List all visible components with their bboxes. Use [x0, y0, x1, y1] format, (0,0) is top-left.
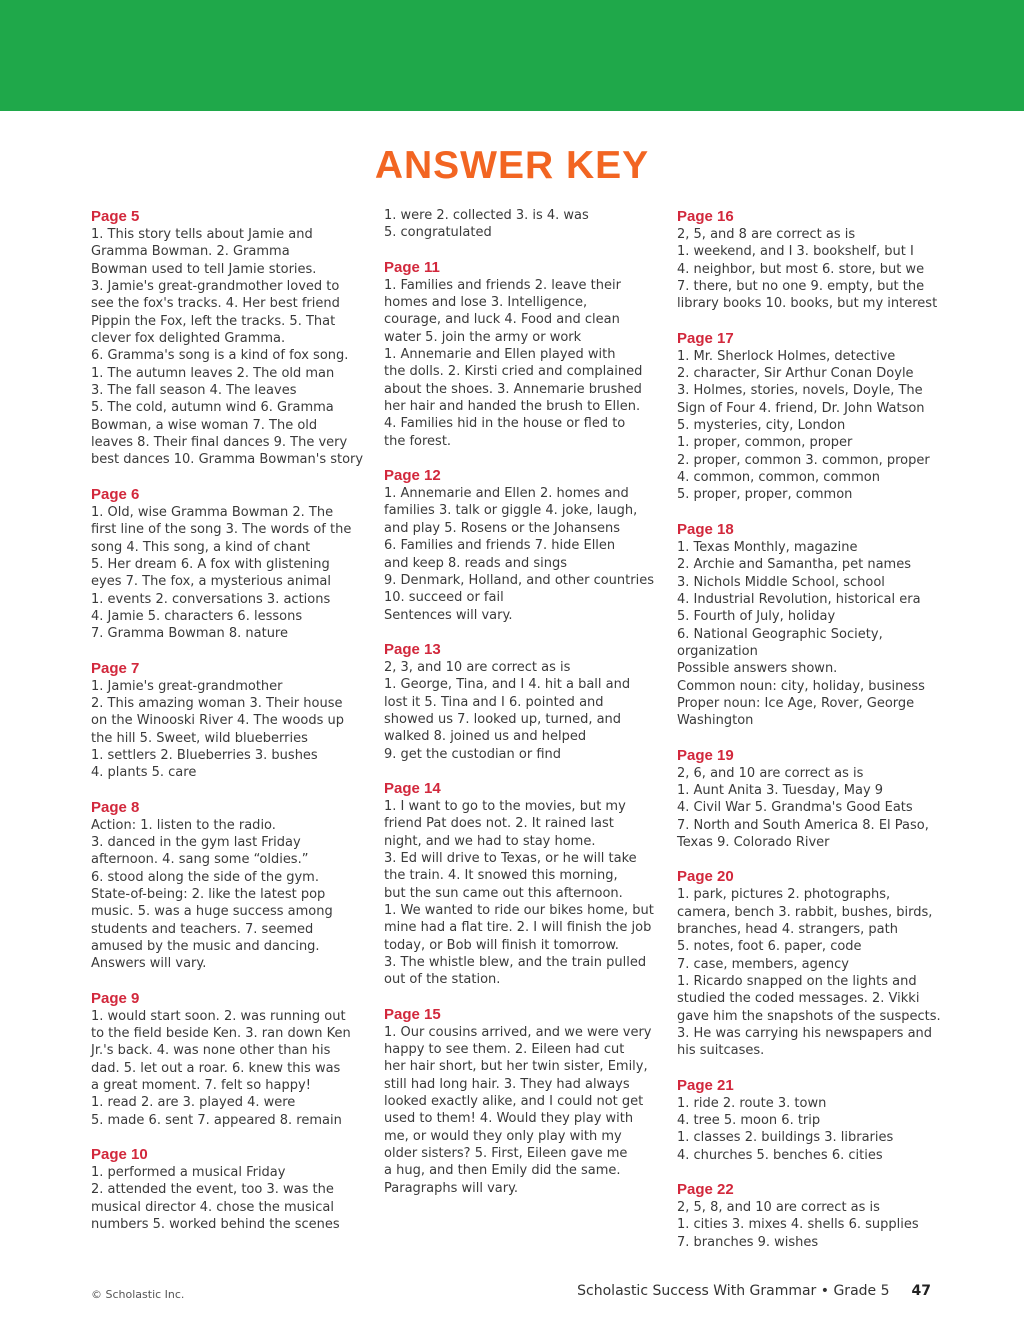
answer-column-2	[384, 207, 664, 1213]
answer-line: about the shoes. 3. Annemarie brushed	[384, 381, 642, 397]
answer-line: 7. case, members, agency	[677, 956, 849, 972]
answer-line: musical director 4. chose the musical	[91, 1199, 335, 1215]
answer-line: 1. cities 3. mixes 4. shells 6. supplies	[677, 1217, 919, 1233]
section-page-heading: Page 20	[677, 868, 734, 886]
answer-section	[91, 659, 371, 782]
answer-line: 4. Jamie 5. characters 6. lessons	[91, 608, 303, 624]
answer-line: 5. The cold, autumn wind 6. Gramma	[91, 400, 334, 416]
answer-line: 3. Ed will drive to Texas, or he will take	[384, 850, 637, 866]
answer-line: 7. North and South America 8. El Paso,	[677, 817, 929, 833]
section-page-heading: Page 9	[91, 989, 140, 1007]
answer-line: 7. there, but no one 9. empty, but the	[677, 279, 925, 295]
answer-line: to the field beside Ken. 3. ran down Ken	[91, 1026, 351, 1042]
answer-line: families 3. talk or giggle 4. joke, laugh,	[384, 503, 638, 519]
answer-line: 5. proper, proper, common	[677, 487, 853, 503]
answer-line: homes and lose 3. Intelligence,	[384, 295, 588, 311]
footer-book-info	[577, 1283, 931, 1299]
answer-line: Bowman used to tell Jamie stories.	[91, 261, 317, 277]
answer-line: 1. park, pictures 2. photographs,	[677, 887, 891, 903]
answer-line: 1. Mr. Sherlock Holmes, detective	[677, 348, 896, 364]
answer-line: the dolls. 2. Kirsti cried and complained	[384, 364, 643, 380]
answer-line: 2, 3, and 10 are correct as is	[384, 659, 571, 675]
answer-line: 3. Jamie's great-grandmother loved to	[91, 279, 340, 295]
section-page-heading: Page 22	[677, 1181, 734, 1199]
answer-line: afternoon. 4. sang some “oldies.”	[91, 852, 309, 868]
answer-line: 4. Industrial Revolution, historical era	[677, 591, 921, 607]
answer-line: studied the coded messages. 2. Vikki	[677, 991, 920, 1007]
section-page-heading: Page 11	[384, 258, 440, 276]
answer-section	[91, 798, 371, 973]
answer-line: Jr.'s back. 4. was none other than his	[91, 1043, 331, 1059]
answer-line: 3. The whistle blew, and the train pulled	[384, 955, 647, 971]
answer-line: Bowman, a wise woman 7. The old	[91, 417, 318, 433]
answer-line: 1. The autumn leaves 2. The old man	[91, 365, 335, 381]
answer-line: the forest.	[384, 433, 452, 449]
answer-line: best dances 10. Gramma Bowman's story	[91, 452, 364, 468]
answer-line: 6. National Geographic Society,	[677, 626, 883, 642]
answer-line: Action: 1. listen to the radio.	[91, 817, 276, 833]
answer-section	[91, 1145, 371, 1233]
answer-line: a great moment. 7. felt so happy!	[91, 1078, 311, 1094]
answer-line: camera, bench 3. rabbit, bushes, birds,	[677, 904, 933, 920]
answer-line: Sentences will vary.	[384, 607, 513, 623]
book-title: Scholastic Success With Grammar • Grade 5	[577, 1283, 890, 1299]
answer-line: courage, and luck 4. Food and clean	[384, 312, 620, 328]
answer-section	[384, 207, 664, 242]
answer-line: still had long hair. 3. They had always	[384, 1076, 630, 1092]
top-banner	[0, 0, 1024, 111]
answer-line: 4. churches 5. benches 6. cities	[677, 1147, 883, 1163]
answer-line: 1. classes 2. buildings 3. libraries	[677, 1130, 894, 1146]
answer-section	[677, 207, 957, 313]
answer-line: and play 5. Rosens or the Johansens	[384, 520, 621, 536]
answer-line: his suitcases.	[677, 1043, 765, 1059]
answer-line: 2. Archie and Samantha, pet names	[677, 557, 911, 573]
answer-line: 1. We wanted to ride our bikes home, but	[384, 903, 654, 918]
answer-line: 3. Nichols Middle School, school	[677, 574, 885, 590]
answer-line: the train. 4. It snowed this morning,	[384, 868, 618, 884]
answer-line: 1. performed a musical Friday	[91, 1165, 286, 1181]
answer-line: on the Winooski River 4. The woods up	[91, 713, 345, 729]
answer-line: 2. character, Sir Arthur Conan Doyle	[677, 366, 914, 382]
answer-line: water 5. join the army or work	[384, 329, 582, 345]
answer-line: 5. notes, foot 6. paper, code	[677, 939, 862, 955]
section-page-heading: Page 13	[384, 640, 441, 658]
answer-line: Possible answers shown.	[677, 661, 838, 677]
answer-line: 3. danced in the gym last Friday	[91, 834, 301, 850]
section-page-heading: Page 21	[677, 1076, 734, 1094]
section-page-heading: Page 15	[384, 1005, 441, 1023]
answer-line: 5. made 6. sent 7. appeared 8. remain	[91, 1112, 342, 1128]
answer-line: gave him the snapshots of the suspects.	[677, 1008, 941, 1024]
answer-section	[677, 867, 957, 1059]
answer-line: lost it 5. Tina and I 6. pointed and	[384, 694, 604, 710]
section-page-heading: Page 6	[91, 485, 140, 503]
answer-line: library books 10. books, but my interest	[677, 296, 938, 312]
answer-line: 1. Texas Monthly, magazine	[677, 539, 858, 555]
answer-line: see the fox's tracks. 4. Her best friend	[91, 296, 340, 312]
answer-line: her hair and handed the brush to Ellen.	[384, 399, 641, 415]
section-page-heading: Page 8	[91, 798, 140, 816]
answer-column-3	[677, 207, 957, 1267]
answer-line: Pippin the Fox, left the tracks. 5. That	[91, 313, 336, 329]
answer-section	[677, 1180, 957, 1251]
answer-line: Answers will vary.	[91, 956, 207, 972]
answer-line: 1. I want to go to the movies, but my	[384, 798, 626, 814]
answer-line: 2, 5, and 8 are correct as is	[677, 227, 856, 242]
answer-line: 2. This amazing woman 3. Their house	[91, 695, 343, 711]
answer-section	[677, 746, 957, 852]
answer-line: older sisters? 5. First, Eileen gave me	[384, 1146, 628, 1162]
answer-line: 2. proper, common 3. common, proper	[677, 452, 930, 468]
answer-line: 2. attended the event, too 3. was the	[91, 1182, 334, 1198]
answer-line: looked exactly alike, and I could not get	[384, 1094, 644, 1110]
answer-line: used to them! 4. Would they play with	[384, 1111, 634, 1127]
answer-line: first line of the song 3. The words of the	[91, 522, 352, 538]
answer-line: 6. Gramma's song is a kind of fox song.	[91, 348, 349, 364]
answer-line: me, or would they only play with my	[384, 1128, 622, 1144]
answer-line: 1. Jamie's great-grandmother	[91, 678, 283, 694]
answer-line: today, or Bob will finish it tomorrow.	[384, 937, 619, 953]
answer-line: 1. Aunt Anita 3. Tuesday, May 9	[677, 782, 884, 798]
answer-line: 3. He was carrying his newspapers and	[677, 1026, 933, 1042]
answer-line: 1. settlers 2. Blueberries 3. bushes	[91, 747, 318, 763]
answer-line: clever fox delighted Gramma.	[91, 331, 286, 347]
answer-line: 10. succeed or fail	[384, 590, 504, 606]
answer-line: 3. The fall season 4. The leaves	[91, 383, 297, 399]
answer-line: Texas 9. Colorado River	[677, 834, 830, 850]
answer-section	[384, 1005, 664, 1197]
answer-line: 4. plants 5. care	[91, 765, 197, 781]
answer-line: eyes 7. The fox, a mysterious animal	[91, 574, 331, 590]
answer-line: 1. weekend, and I 3. bookshelf, but I	[677, 244, 914, 260]
answer-line: 4. common, common, common	[677, 470, 880, 486]
answer-line: Proper noun: Ice Age, Rover, George	[677, 695, 915, 711]
answer-line: 1. ride 2. route 3. town	[677, 1095, 827, 1111]
answer-line: dad. 5. let out a roar. 6. knew this was	[91, 1060, 341, 1076]
section-page-heading: Page 10	[91, 1146, 148, 1164]
answer-line: 5. congratulated	[384, 225, 492, 241]
answer-section	[91, 989, 371, 1129]
answer-line: 7. Gramma Bowman 8. nature	[91, 626, 288, 642]
answer-line: 1. events 2. conversations 3. actions	[91, 591, 331, 607]
answer-line: Paragraphs will vary.	[384, 1180, 519, 1196]
answer-line: students and teachers. 7. seemed	[91, 921, 314, 937]
section-page-heading: Page 7	[91, 659, 140, 677]
answer-line: organization	[677, 643, 758, 659]
answer-line: 1. Our cousins arrived, and we were very	[384, 1024, 652, 1040]
answer-line: Gramma Bowman. 2. Gramma	[91, 244, 290, 260]
answer-line: the hill 5. Sweet, wild blueberries	[91, 730, 308, 746]
answer-line: 1. George, Tina, and I 4. hit a ball and	[384, 677, 631, 693]
answer-line: 1. Old, wise Gramma Bowman 2. The	[91, 504, 334, 520]
answer-section	[384, 258, 664, 450]
answer-line: 4. neighbor, but most 6. store, but we	[677, 261, 925, 277]
answer-line: her hair short, but her twin sister, Emily,	[384, 1059, 648, 1075]
answer-section	[91, 207, 371, 469]
answer-line: 7. branches 9. wishes	[677, 1234, 819, 1250]
answer-line: State-of-being: 2. like the latest pop	[91, 887, 326, 902]
answer-line: 9. Denmark, Holland, and other countries	[384, 572, 654, 588]
answer-line: amused by the music and dancing.	[91, 939, 320, 955]
answer-line: Common noun: city, holiday, business	[677, 678, 925, 694]
answer-line: a hug, and then Emily did the same.	[384, 1163, 621, 1179]
answer-line: 4. Civil War 5. Grandma's Good Eats	[677, 800, 913, 816]
answer-line: 2, 6, and 10 are correct as is	[677, 765, 864, 781]
answer-line: 1. Annemarie and Ellen played with	[384, 347, 616, 363]
answer-line: 3. Holmes, stories, novels, Doyle, The	[677, 383, 923, 399]
answer-section	[677, 1076, 957, 1164]
answer-line: 5. Fourth of July, holiday	[677, 609, 836, 625]
answer-line: 9. get the custodian or find	[384, 746, 562, 762]
section-page-heading: Page 14	[384, 779, 441, 797]
answer-section	[384, 779, 664, 989]
answer-line: 1. This story tells about Jamie and	[91, 227, 313, 242]
answer-section	[677, 329, 957, 504]
answer-line: and keep 8. reads and sings	[384, 555, 567, 571]
answer-line: 1. proper, common, proper	[677, 435, 853, 451]
answer-line: mine had a flat tire. 2. I will finish the job	[384, 920, 652, 936]
answer-section	[91, 485, 371, 643]
answer-line: friend Pat does not. 2. It rained last	[384, 816, 614, 832]
answer-line: out of the station.	[384, 972, 501, 988]
answer-line: 5. mysteries, city, London	[677, 418, 846, 434]
answer-line: numbers 5. worked behind the scenes	[91, 1217, 340, 1233]
page-number: 47	[911, 1283, 931, 1299]
answer-line: 1. read 2. are 3. played 4. were	[91, 1095, 296, 1111]
section-page-heading: Page 19	[677, 746, 734, 764]
answer-line: 2, 5, 8, and 10 are correct as is	[677, 1200, 880, 1216]
answer-line: 4. Families hid in the house or fled to	[384, 416, 626, 432]
copyright: © Scholastic Inc.	[91, 1288, 185, 1301]
page-title: ANSWER KEY	[374, 144, 650, 187]
answer-column-1	[91, 207, 371, 1250]
answer-section	[384, 466, 664, 624]
answer-line: 1. were 2. collected 3. is 4. was	[384, 208, 589, 223]
answer-line: song 4. This song, a kind of chant	[91, 539, 311, 555]
section-page-heading: Page 17	[677, 329, 734, 347]
answer-line: happy to see them. 2. Eileen had cut	[384, 1042, 625, 1058]
section-page-heading: Page 5	[91, 208, 140, 225]
answer-line: music. 5. was a huge success among	[91, 904, 333, 920]
answer-section	[384, 640, 664, 763]
section-page-heading: Page 16	[677, 208, 734, 225]
answer-line: walked 8. joined us and helped	[384, 729, 587, 745]
answer-line: Washington	[677, 713, 754, 729]
answer-line: 1. Ricardo snapped on the lights and	[677, 974, 917, 990]
section-page-heading: Page 12	[384, 467, 441, 485]
answer-line: 1. would start soon. 2. was running out	[91, 1008, 346, 1024]
answer-line: night, and we had to stay home.	[384, 833, 596, 849]
answer-line: 1. Families and friends 2. leave their	[384, 277, 621, 293]
section-page-heading: Page 18	[677, 520, 734, 538]
answer-line: 6. Families and friends 7. hide Ellen	[384, 538, 616, 554]
answer-line: showed us 7. looked up, turned, and	[384, 711, 622, 727]
answer-line: leaves 8. Their final dances 9. The very	[91, 435, 348, 451]
answer-line: 4. tree 5. moon 6. trip	[677, 1113, 821, 1129]
answer-line: 6. stood along the side of the gym.	[91, 869, 319, 885]
answer-line: 5. Her dream 6. A fox with glistening	[91, 556, 330, 572]
answer-line: 1. Annemarie and Ellen 2. homes and	[384, 486, 629, 502]
answer-section	[677, 520, 957, 730]
answer-line: but the sun came out this afternoon.	[384, 885, 623, 901]
answer-line: branches, head 4. strangers, path	[677, 922, 898, 937]
answer-line: Sign of Four 4. friend, Dr. John Watson	[677, 400, 925, 416]
